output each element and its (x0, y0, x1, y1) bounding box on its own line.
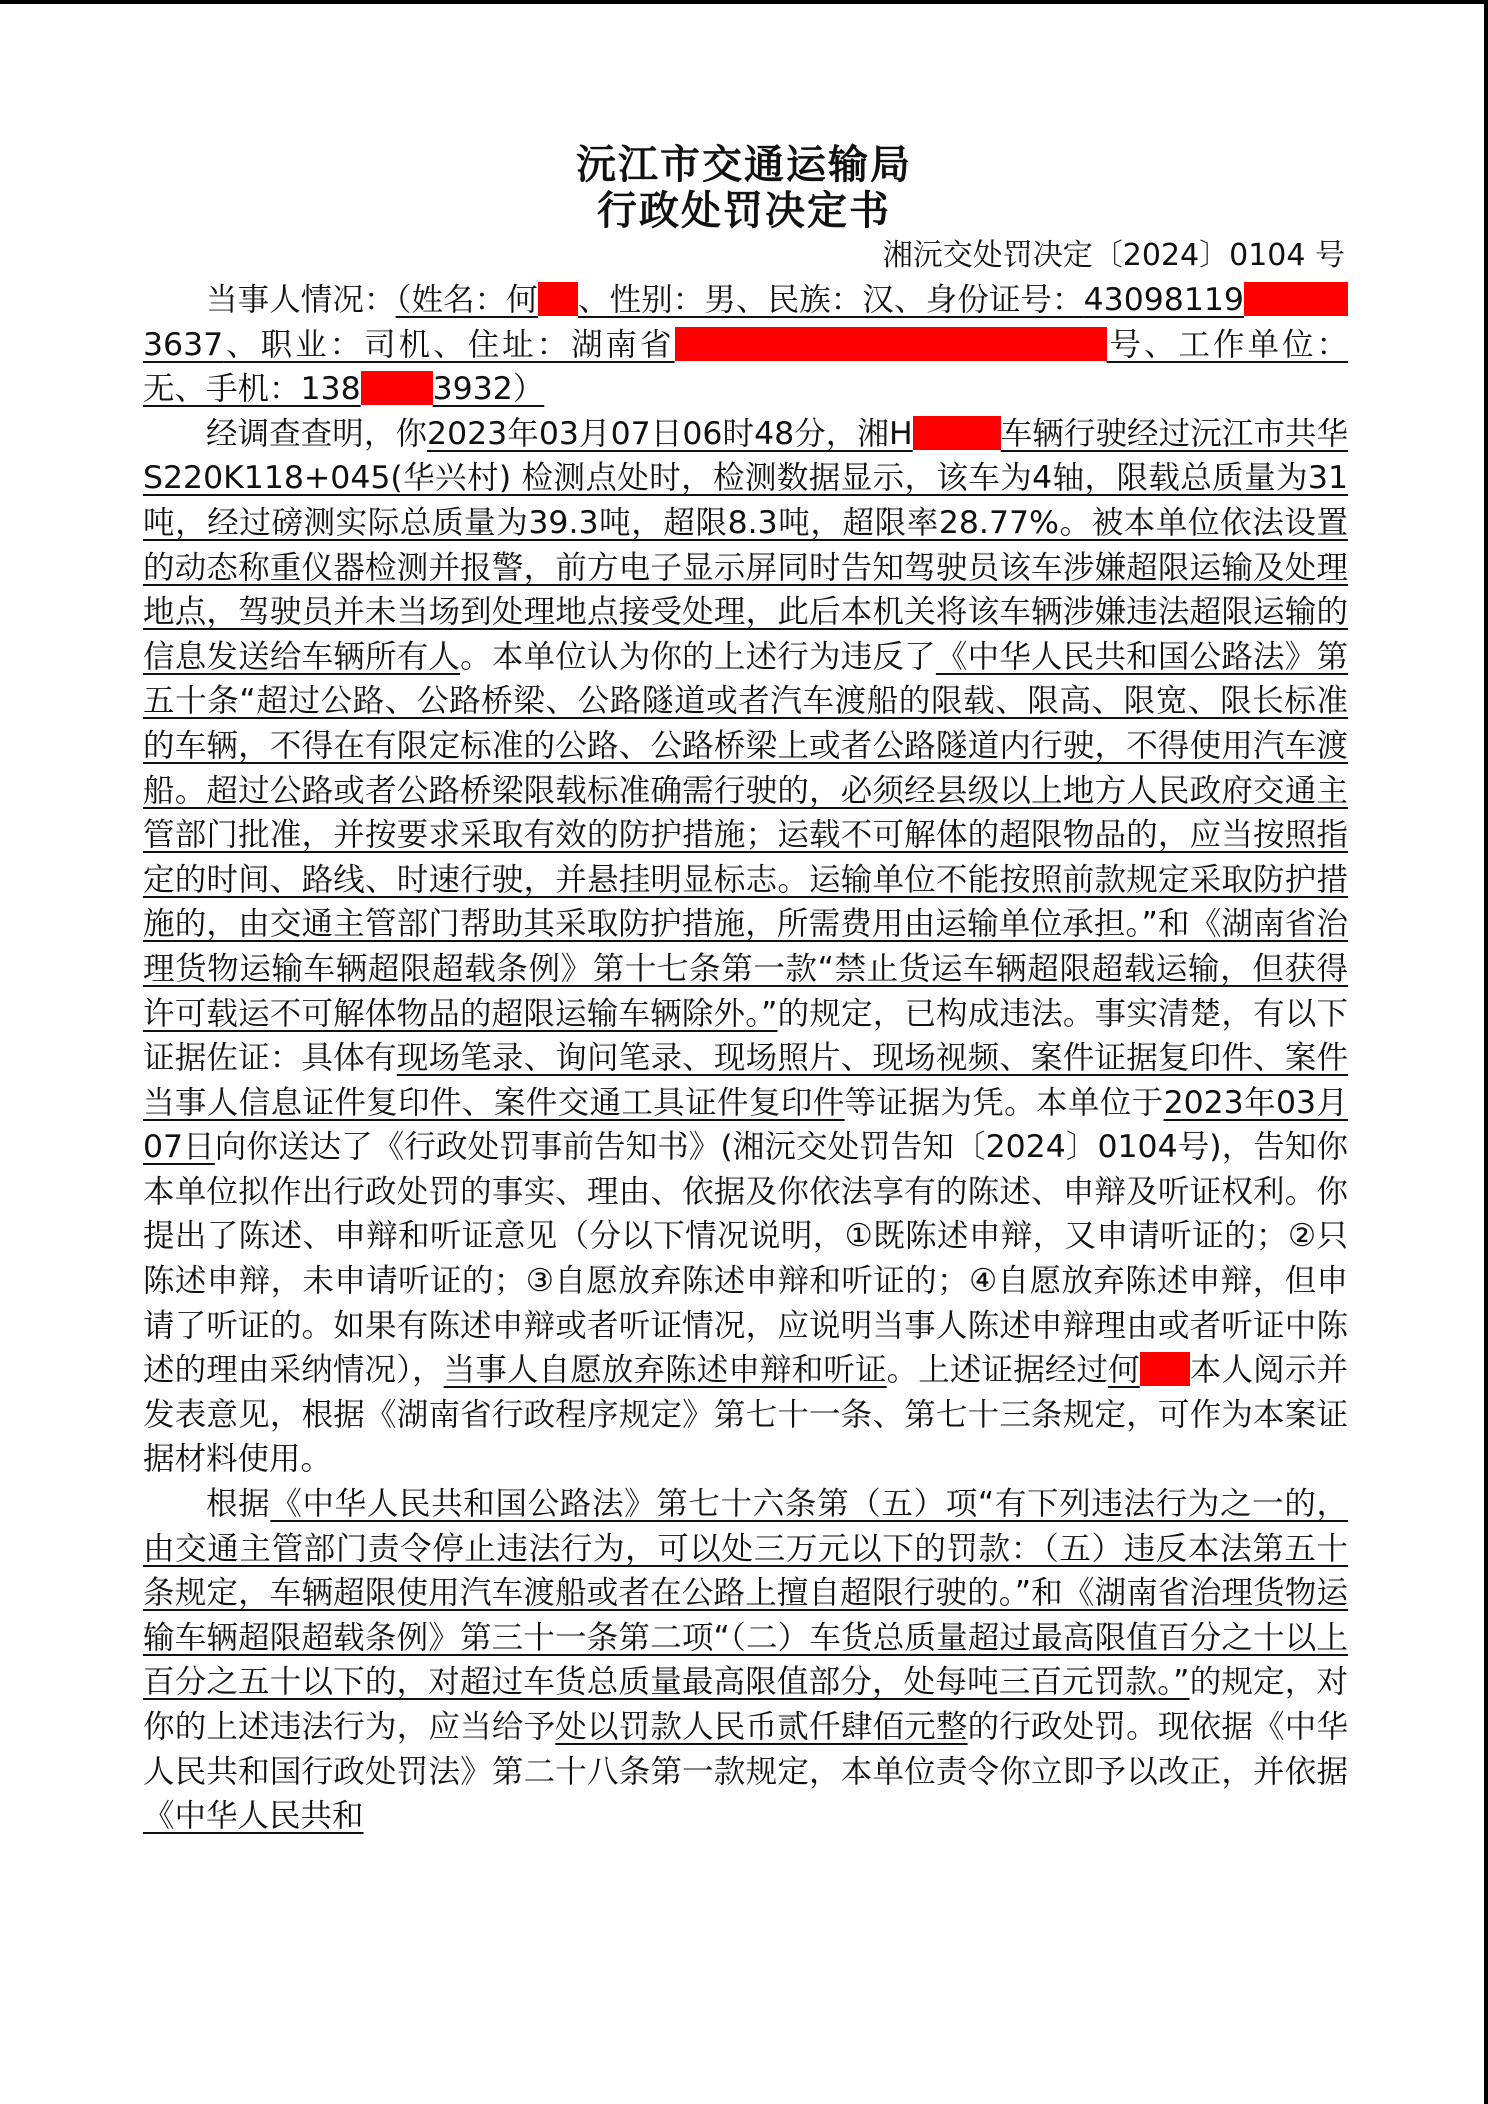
document-number: 湘沅交处罚决定〔2024〕0104 号 (882, 238, 1345, 273)
text-segment: 根据 (206, 1486, 271, 1523)
evidence-list: 现场笔录、询问笔录、现场照片、现场视频、案件证据复印件、案件当事人信息证件复印件、案件交通工具证件复印件 (143, 1040, 1348, 1121)
party-name-field (1108, 1352, 1190, 1388)
law-citation: 《中华人民共和 (143, 1798, 364, 1835)
redaction-block (1244, 282, 1348, 316)
investigation-lead: 经调查查明，你 (206, 415, 428, 452)
investigation-paragraph (143, 412, 1348, 1482)
law-citation: 《中华人民共和国公路法》第七十六条第（五）项“有下列违法行为之一的，由交通主管部门责令停止违法行为，可以处三万元以下的罚款：（五）违反本法第五十条规定，车辆超限使用汽车渡船或者在公路上擅自超限行驶的。”和《湖南省治理货物运输车辆超限超载条例》第三十一条第二项“（二）车货总质量超过最高限值百分之十以上百分之五十以下的，对超过车货总质量最高限值部分，处每吨三百元罚款。” (143, 1486, 1348, 1701)
redaction-block (675, 327, 1107, 361)
party-job-address: 、职业：司机、住址：湖南省 (223, 326, 675, 363)
text-segment: 。本单位认为你的上述行为违反了 (460, 638, 936, 675)
document-title: 行政处罚决定书 (597, 188, 891, 234)
party-work-phone: 号、工作单位：无、手机：138 (143, 326, 1348, 408)
party-surname: 何 (1108, 1352, 1140, 1389)
redaction-block (361, 371, 433, 405)
text-segment: 等证据为凭。本单位于 (844, 1084, 1164, 1121)
waiver-statement: 当事人自愿放弃陈述申辩和听证 (443, 1352, 887, 1389)
party-phone-suffix: 3932） (432, 371, 545, 408)
party-gender-ethnicity: 、性别：男、民族：汉、身份证号： (577, 282, 1084, 318)
party-id-prefix: 43098119 (1083, 282, 1244, 318)
text-segment: 的规定，已构成违法。事实清楚，有以下证据佐证：具体有 (143, 995, 1348, 1077)
notice-date: 2023年03月07日 (143, 1084, 1348, 1166)
scan-border-right (1484, 0, 1488, 2104)
scan-border-top (0, 0, 1488, 4)
redaction-block (913, 416, 1001, 450)
text-segment: 向你送达了《行政处罚事前告知书》(湘沅交处罚告知〔2024〕0104号)，告知你本单位拟作出行政处罚的事实、理由、依据及你依法享有的陈述、申辩及听证权利。你提出了陈述、申辩和听证意见（分以下情况说明，①既陈述申辩，又申请听证的；②只陈述申辩，未申请听证的；③自愿放弃陈述申辩和听证的；④自愿放弃陈述申辩，但申请了听证的。如果有陈述申辩或者听证情况，应说明当事人陈述申辩理由或者听证中陈述的理由采纳情况）， (143, 1129, 1348, 1389)
party-info-paragraph (143, 278, 1348, 412)
text-segment: 。上述证据经过 (886, 1352, 1109, 1389)
party-label: 当事人情况： (206, 282, 396, 318)
violation-datetime: 2023年03月07日06时48分，湘H (427, 415, 913, 452)
redaction-block (1140, 1352, 1190, 1386)
document-body (143, 278, 1348, 1839)
text-segment: 的行政处罚。现依据《中华人民共和国行政处罚法》第二十八条第一款规定，本单位责令你立即予以改正，并依据 (143, 1709, 1348, 1790)
penalty-amount: 处以罚款人民币贰仟肆佰元整 (555, 1709, 968, 1745)
penalty-paragraph (143, 1482, 1348, 1839)
text-segment: 本人阅示并发表意见，根据《湖南省行政程序规定》第七十一条、第七十三条规定，可作为本案证据材料使用。 (143, 1352, 1348, 1478)
investigation-facts (143, 416, 1348, 675)
org-title: 沅江市交通运输局 (576, 142, 912, 188)
redaction-block (538, 282, 578, 316)
party-id-suffix: 3637 (143, 326, 224, 363)
law-citation: 《中华人民共和国公路法》第五十条“超过公路、公路桥梁、公路隧道或者汽车渡船的限载、限高、限宽、限长标准的车辆，不得在有限定标准的公路、公路桥梁上或者公路隧道内行驶，不得使用汽车渡船。超过公路或者公路桥梁限载标准确需行驶的，必须经县级以上地方人民政府交通主管部门批准，并按要求采取有效的防护措施；运载不可解体的超限物品的，应当按照指定的时间、路线、时速行驶，并悬挂明显标志。运输单位不能按照前款规定采取防护措施的，由交通主管部门帮助其采取防护措施，所需费用由运输单位承担。”和《湖南省治理货物运输车辆超限超载条例》第十七条第一款“禁止货运车辆超限超载运输，但获得许可载运不可解体物品的超限运输车辆除外。” (143, 638, 1348, 1032)
text-segment: 的规定，对你的上述违法行为，应当给予 (143, 1664, 1348, 1745)
party-name-prefix: （姓名：何 (395, 282, 538, 318)
violation-facts: 车辆行驶经过沅江市共华S220K118+045(华兴村) 检测点处时，检测数据显示，该车为4轴，限载总质量为31吨，经过磅测实际总质量为39.3吨，超限8.3吨，超限率28.77%。被本单位依法设置的动态称重仪器检测并报警，前方电子显示屏同时告知驾驶员该车涉嫌超限运输及处理地点，驾驶员并未当场到处理地点接受处理，此后本机关将该车辆涉嫌违法超限运输的信息发送给车辆所有人 (143, 415, 1348, 675)
